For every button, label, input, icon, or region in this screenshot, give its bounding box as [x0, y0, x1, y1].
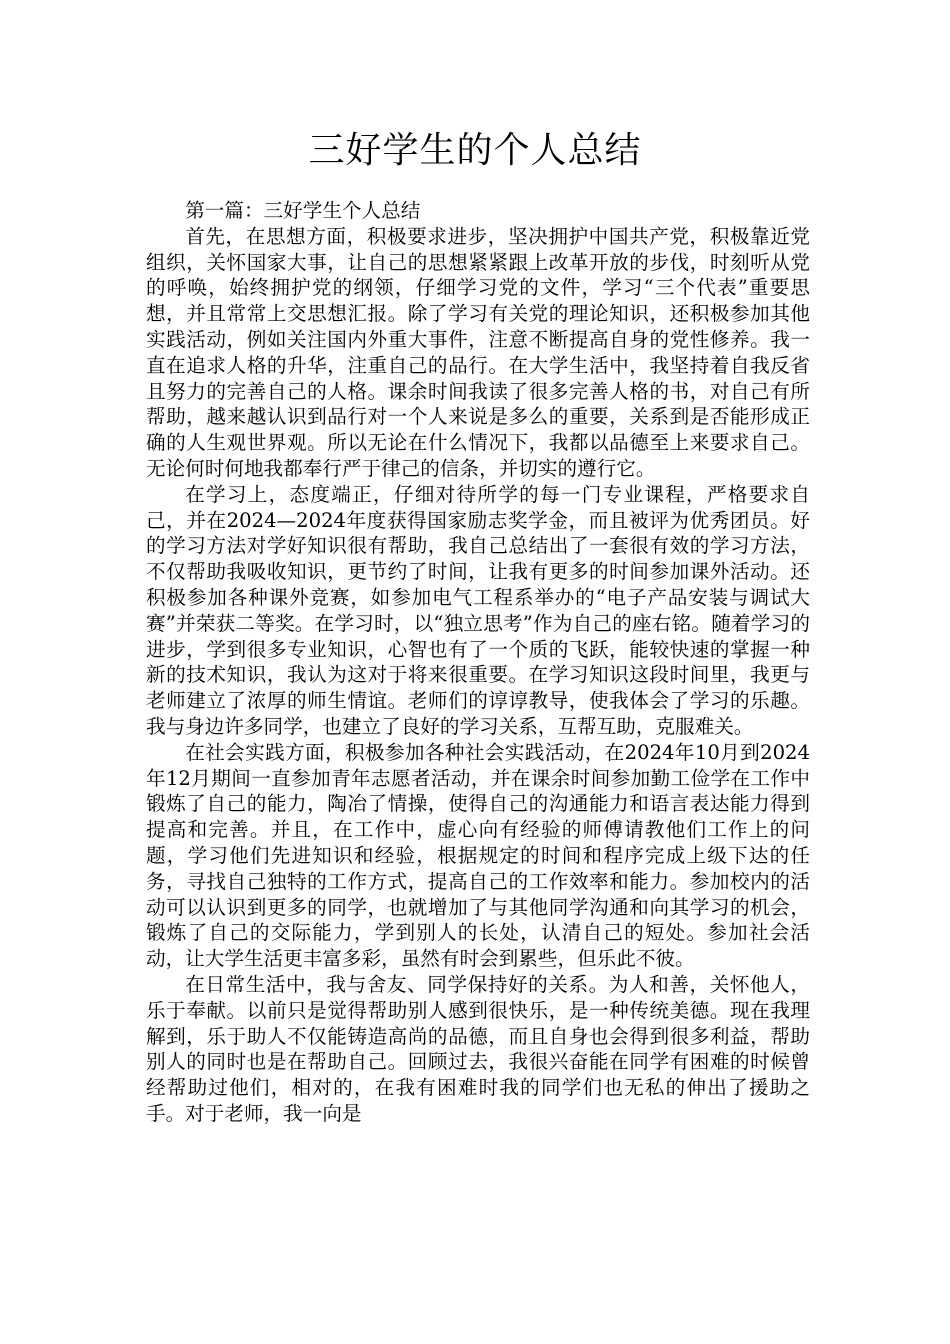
document-title: 三好学生的个人总结 — [308, 130, 642, 171]
paragraph-study: 在学习上，态度端正，仔细对待所学的每一门专业课程，严格要求自己，并在2024—2024年度获得国家励志奖学金，而且被评为优秀团员。好的学习方法对学好知识很有帮助，我自己总结出了一套很有效的学习方法，不仅帮助我吸收知识，更节约了时间，让我有更多的时间参加课外活动。还积极参加各种课外竞赛，如参加电气工程系举办的“电子产品安装与调试大赛”并荣获二等奖。在学习时，以“独立思考”作为自己的座右铭。随着学习的进步，学到很多专业知识，心智也有了一个质的飞跃，能较快速的掌握一种新的技术知识，我认为这对于将来很重要。在学习知识这段时间里，我更与老师建立了浓厚的师生情谊。老师们的谆谆教导，使我体会了学习的乐趣。我与身边许多同学，也建立了良好的学习关系，互帮互助，克服难关。 — [146, 482, 810, 738]
section-heading: 第一篇：三好学生个人总结 — [185, 199, 421, 222]
document-body — [146, 198, 810, 1127]
paragraph-social-practice: 在社会实践方面，积极参加各种社会实践活动，在2024年10月到2024年12月期间一直参加青年志愿者活动，并在课余时间参加勤工俭学在工作中锻炼了自己的能力，陶冶了情操，使得自己的沟通能力和语言表达能力得到提高和完善。并且，在工作中，虚心向有经验的师傅请教他们工作上的问题，学习他们先进知识和经验，根据规定的时间和程序完成上级下达的任务，寻找自己独特的工作方式，提高自己的工作效率和能力。参加校内的活动可以认识到更多的同学，也就增加了与其他同学沟通和向其学习的机会，锻炼了自己的交际能力，学到别人的长处，认清自己的短处。参加社会活动，让大学生活更丰富多彩，虽然有时会到累些，但乐此不彼。 — [146, 740, 810, 971]
paragraph-daily-life: 在日常生活中，我与舍友、同学保持好的关系。为人和善，关怀他人，乐于奉献。以前只是觉得帮助别人感到很快乐，是一种传统美德。现在我理解到，乐于助人不仅能铸造高尚的品德，而且自身也会得到很多利益，帮助别人的同时也是在帮助自己。回顾过去，我很兴奋能在同学有困难的时候曾经帮助过他们，相对的，在我有困难时我的同学们也无私的伸出了援助之手。对于老师，我一向是 — [146, 972, 810, 1125]
paragraph-ideology: 首先，在思想方面，积极要求进步，坚决拥护中国共产党，积极靠近党组织，关怀国家大事，让自己的思想紧紧跟上改革开放的步伐，时刻听从党的呼唤，始终拥护党的纲领，仔细学习党的文件，学习“三个代表”重要思想，并且常常上交思想汇报。除了学习有关党的理论知识，还积极参加其他实践活动，例如关注国内外重大事件，注意不断提高自身的党性修养。我一直在追求人格的升华，注重自己的品行。在大学生活中，我坚持着自我反省且努力的完善自己的人格。课余时间我读了很多完善人格的书，对自己有所帮助，越来越认识到品行对一个人来说是多么的重要，关系到是否能形成正确的人生观世界观。所以无论在什么情况下，我都以品德至上来要求自己。无论何时何地我都奉行严于律己的信条，并切实的遵行它。 — [146, 224, 810, 480]
